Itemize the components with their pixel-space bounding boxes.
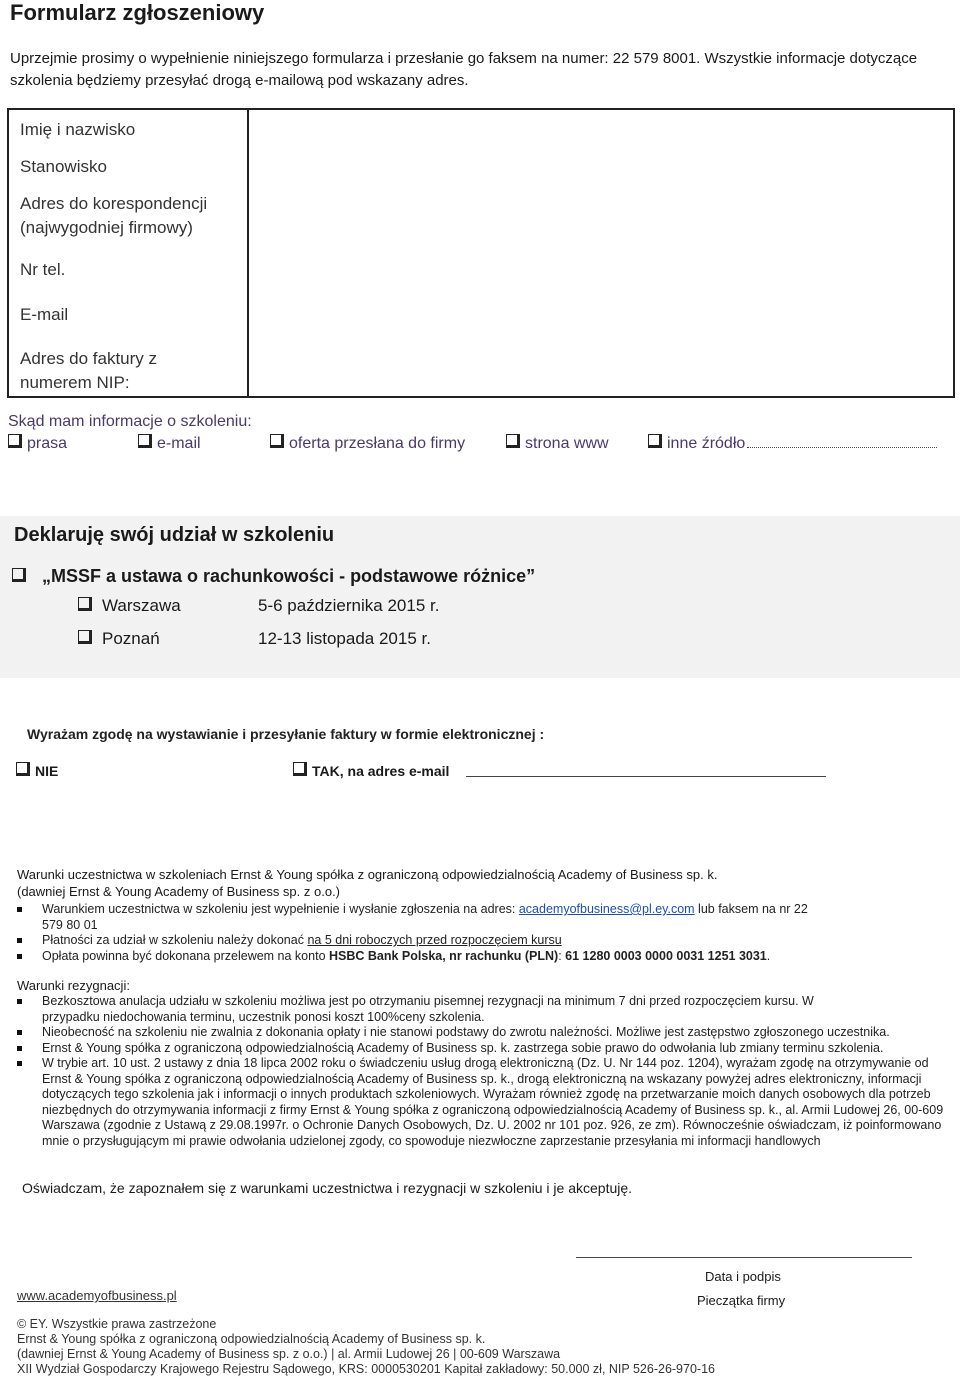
invoice-consent-text: Wyrażam zgodę na wystawianie i przesyłanie faktury w formie elektronicznej :: [27, 726, 545, 742]
checkbox-icon: [12, 568, 26, 582]
date-signature-label: Data i podpis: [705, 1269, 781, 1284]
company-registry: XII Wydział Gospodarczy Krajowego Rejestru Sądowego, KRS: 0000530201 Kapitał zakładowy: 50.000 zł, NIP 526-26-970-16: [17, 1362, 715, 1376]
acceptance-statement: Oświadczam, że zapoznałem się z warunkami uczestnictwa i rezygnacji w szkoleniu i je akceptuję.: [22, 1180, 633, 1196]
terms-text: .: [766, 948, 771, 963]
email-link[interactable]: academyofbusiness@pl.ey.com: [518, 902, 695, 916]
page-title: Formularz zgłoszeniowy: [10, 0, 265, 25]
terms-heading: [17, 866, 937, 900]
account-number: 61 1280 0003 0000 0031 1251 3031: [565, 948, 767, 963]
resignation-heading: Warunki rezygnacji:: [17, 978, 130, 993]
terms-text: :: [558, 948, 566, 963]
terms-list: [17, 902, 817, 964]
checkbox-icon: [78, 630, 92, 644]
bank-name: HSBC Bank Polska, nr rachunku (PLN): [329, 948, 559, 963]
session-warsaw[interactable]: [78, 596, 440, 616]
option-label: strona www: [525, 435, 609, 452]
declaration-section: [0, 516, 960, 678]
intro-text: Uprzejmie prosimy o wypełnienie niniejszego formularza i przesłanie go faksem na numer: 22 579 8001. Wszystkie informacje dotyczące szkolenia będziemy przesyłać drogą e-mailową pod wskazany adres.: [10, 50, 918, 89]
footer: [17, 1317, 957, 1377]
form-input-area[interactable]: [249, 110, 953, 396]
checkbox-icon: [648, 434, 662, 448]
consent-yes-option[interactable]: [293, 762, 449, 779]
list-item: W trybie art. 10 ust. 2 ustawy z dnia 18 lipca 2002 roku o świadczeniu usług drogą elektroniczną (Dz. U. Nr 144 poz. 1204), wyrażam zgodę na otrzymywanie od Ernst & Young spółka z ograniczoną odpowiedzialnością Academy of Business sp. k., drogą elektroniczną na wskazany powyżej adres elektroniczny, informacji dotyczących tego szkolenia jak i informacji o innych produktach szkoleniowych. Wyrażam również zgodę na przetwarzanie moich danych osobowych dla potrzeb niezbędnych do otrzymywania informacji z firmy Ernst & Young spółka z ograniczoną odpowiedzialnością Academy of Business sp. k., al. Armii Ludowej 26, 00-609 Warszawa (zgodnie z Ustawą z 29.08.1997r. o Ochronie Danych Osobowych, Dz. U. 2002 nr 101 poz. 926, ze zm). Równocześnie oświadczam, iż poinformowano mnie o przysługującym mi prawie odwołania udzielonej zgody, co spowoduje niezwłoczne zaprzestanie przesyłania mi informacji handlowych: [17, 1056, 957, 1149]
company-stamp-label: Pieczątka firmy: [697, 1293, 786, 1308]
list-item: [17, 902, 817, 933]
option-label: e-mail: [157, 435, 201, 452]
source-title: Skąd mam informacje o szkoleniu:: [8, 413, 252, 430]
session-date: 5-6 października 2015 r.: [258, 596, 440, 615]
checkbox-icon: [78, 597, 92, 611]
course-title: „MSSF a ustawa o rachunkowości - podstawowe różnice”: [42, 566, 536, 586]
course-option[interactable]: [12, 566, 535, 587]
phone-label: Nr tel.: [20, 260, 66, 279]
list-item: [17, 949, 817, 965]
copyright: © EY. Wszystkie prawa zastrzeżone: [17, 1317, 217, 1331]
option-label: oferta przesłana do firmy: [289, 435, 466, 452]
terms-text: Opłata powinna być dokonana przelewem na konto: [42, 948, 329, 963]
checkbox-icon: [293, 762, 307, 776]
address-label-1: Adres do korespondencji: [20, 194, 208, 213]
terms-heading-line-2: (dawniej Ernst & Young Academy of Business sp. z o.o.): [17, 884, 341, 899]
terms-heading-line-1: Warunki uczestnictwa w szkoleniach Ernst & Young spółka z ograniczoną odpowiedzialnością Academy of Business sp. k.: [17, 867, 718, 882]
checkbox-icon: [270, 434, 284, 448]
form-label-column: [9, 110, 249, 396]
source-option-company-offer[interactable]: [270, 434, 465, 453]
terms-text: lub faksem na nr 22 579 80 01: [42, 902, 808, 932]
terms-text: Płatności za udział w szkoleniu należy dokonać: [42, 933, 308, 947]
resignation-list: [17, 994, 957, 1149]
website-link[interactable]: www.academyofbusiness.pl: [17, 1288, 177, 1303]
position-label: Stanowisko: [20, 157, 107, 176]
session-poznan[interactable]: [78, 629, 431, 649]
source-option-other[interactable]: [648, 434, 937, 453]
session-date: 12-13 listopada 2015 r.: [258, 629, 431, 648]
registration-form-table: [7, 108, 955, 398]
signature-line[interactable]: [576, 1257, 912, 1258]
list-item: [17, 933, 817, 949]
consent-no-label: NIE: [35, 763, 59, 779]
checkbox-icon: [506, 434, 520, 448]
source-option-email[interactable]: [138, 434, 201, 453]
invoice-label-2: numerem NIP:: [20, 373, 130, 392]
terms-text: Warunkiem uczestnictwa w szkoleniu jest wypełnienie i wysłanie zgłoszenia na adres:: [42, 902, 519, 916]
checkbox-icon: [16, 762, 30, 776]
source-options: [8, 434, 958, 456]
invoice-label-1: Adres do faktury z: [20, 349, 158, 368]
consent-yes-label: TAK, na adres e-mail: [312, 763, 450, 779]
checkbox-icon: [8, 434, 22, 448]
option-label: prasa: [27, 435, 68, 452]
source-option-website[interactable]: [506, 434, 609, 453]
list-item: Bezkosztowa anulacja udziału w szkoleniu możliwa jest po otrzymaniu pisemnej rezygnacji na minimum 7 dni przed rozpoczęciem kursu. W przypadku niedochowania terminu, uczestnik ponosi koszt 100%ceny szkolenia.: [17, 994, 957, 1025]
checkbox-icon: [138, 434, 152, 448]
consent-no-option[interactable]: [16, 762, 58, 779]
address-label-2: (najwygodniej firmowy): [20, 218, 193, 237]
list-item: Ernst & Young spółka z ograniczoną odpowiedzialnością Academy of Business sp. k. zastrzega sobie prawo do odwołania lub zmiany terminu szkolenia.: [17, 1041, 957, 1057]
list-item: Nieobecność na szkoleniu nie zwalnia z dokonania opłaty i nie stanowi podstawy do zwrotu należności. Możliwe jest zastępstwo zgłoszonego uczestnika.: [17, 1025, 957, 1041]
option-label: inne źródło: [667, 435, 746, 452]
source-option-press[interactable]: [8, 434, 67, 453]
session-city: Warszawa: [102, 596, 181, 615]
invoice-email-field[interactable]: [466, 776, 826, 777]
session-city: Poznań: [102, 629, 160, 648]
other-source-field[interactable]: [747, 437, 937, 448]
declaration-title: Deklaruję swój udział w szkoleniu: [14, 524, 335, 546]
name-label: Imię i nazwisko: [20, 120, 136, 139]
company-address: (dawniej Ernst & Young Academy of Business sp. z o.o.) | al. Armii Ludowej 26 | 00-609 Warszawa: [17, 1347, 561, 1361]
payment-deadline: na 5 dni roboczych przed rozpoczęciem kursu: [307, 933, 562, 947]
email-label: E-mail: [20, 305, 69, 324]
company-name: Ernst & Young spółka z ograniczoną odpowiedzialnością Academy of Business sp. k.: [17, 1332, 486, 1346]
